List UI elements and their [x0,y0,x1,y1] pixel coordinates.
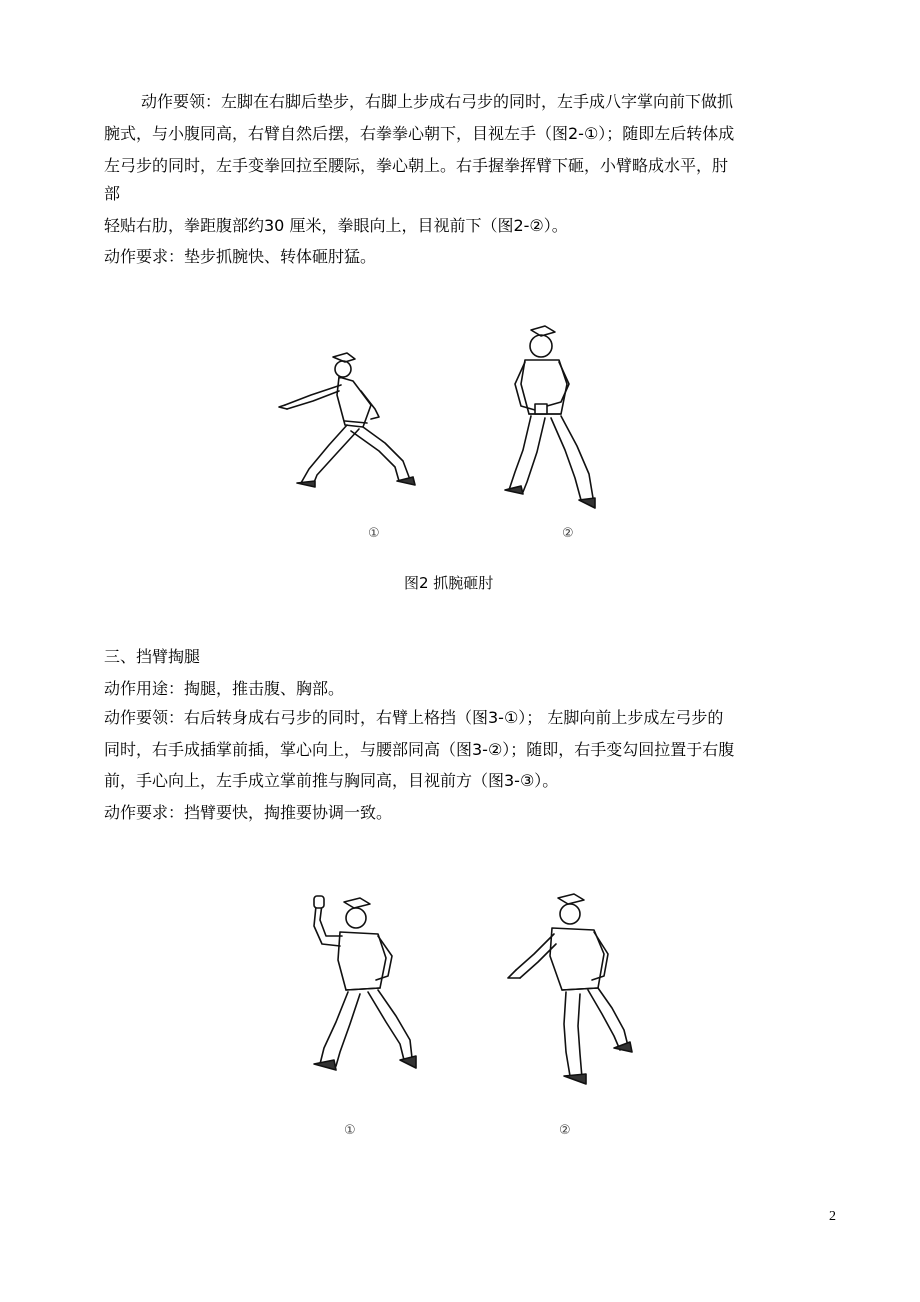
section3-para-line3: 前，手心向上，左手成立掌前推与胸同高，目视前方（图3-③）。 [104,771,559,790]
section3-para-line1: 动作要领：右后转身成右弓步的同时，右臂上格挡（图3-①）； 左脚向前上步成左弓步的 [104,708,724,727]
para1-line2: 腕式，与小腹同高，右臂自然后摆，右拳拳心朝下，目视左手（图2-①）；随即左后转体成 [104,124,735,143]
figure-3-1-label: ① [344,1123,356,1138]
requirement-3: 动作要求：挡臂要快，掏推要协调一致。 [104,803,393,822]
section3-heading: 三、挡臂掏腿 [104,647,201,666]
para1-line1: 动作要领：左脚在右脚后垫步，右脚上步成右弓步的同时，左手成八字掌向前下做抓 [141,92,734,111]
figure-3-1-illustration [300,892,420,1082]
para1-line3: 左弓步的同时，左手变拳回拉至腰际，拳心朝上。右手握拳挥臂下砸，小臂略成水平，肘 [104,156,729,175]
figure-3-2-illustration [500,890,640,1090]
page-number: 2 [829,1209,836,1224]
figure-2-1-illustration [275,345,435,495]
section3-para-line2: 同时，右手成插掌前插，掌心向上，与腰部同高（图3-②）；随即，右手变勾回拉置于右腹 [104,740,735,759]
figure-2-2-label: ② [562,526,574,541]
figure-2-2-illustration [495,322,615,517]
para1-line4: 部 [104,184,121,203]
section3-usage: 动作用途：掏腿，推击腹、胸部。 [104,679,345,698]
figure-3-2-label: ② [559,1123,571,1138]
para1-line5: 轻贴右肋，拳距腹部约30 厘米，拳眼向上，目视前下（图2-②）。 [104,216,568,235]
requirement-2: 动作要求：垫步抓腕快、转体砸肘猛。 [104,247,377,266]
figure-2-caption: 图2 抓腕砸肘 [404,574,494,592]
figure-2-1-label: ① [368,526,380,541]
